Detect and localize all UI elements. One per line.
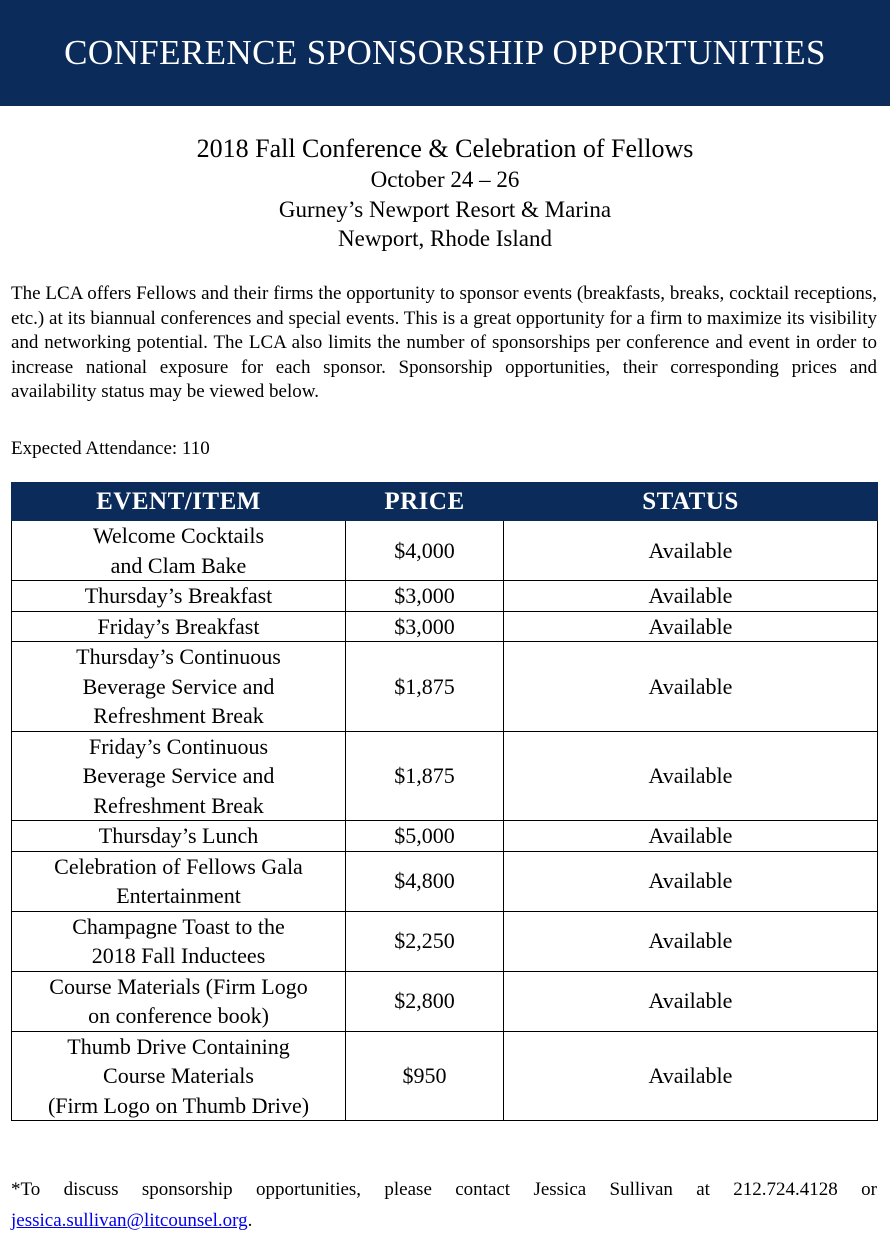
status-cell: Available — [504, 642, 878, 732]
price-cell: $2,800 — [346, 971, 504, 1031]
table-row — [12, 581, 878, 612]
column-header-price: PRICE — [346, 483, 504, 521]
price-cell: $4,000 — [346, 521, 504, 581]
header-banner — [0, 0, 890, 106]
status-cell: Available — [504, 851, 878, 911]
sponsorship-table — [11, 482, 878, 1121]
event-item-line: and Clam Bake — [110, 552, 247, 578]
event-item-line: Beverage Service and — [82, 673, 275, 699]
event-item-cell — [12, 821, 346, 852]
status-cell: Available — [504, 731, 878, 821]
event-item-line: Course Materials — [103, 1063, 254, 1088]
event-item-line: on conference book) — [88, 1003, 269, 1028]
price-cell: $950 — [346, 1031, 504, 1121]
table-header-row — [12, 483, 878, 521]
price-cell: $3,000 — [346, 611, 504, 642]
price-cell: $1,875 — [346, 642, 504, 732]
event-item-cell — [12, 911, 346, 971]
contact-email-link[interactable]: jessica.sullivan@litcounsel.org — [11, 1210, 248, 1231]
event-item-line: Welcome Cocktails — [92, 523, 265, 548]
table-row — [12, 821, 878, 852]
event-item-line: Thumb Drive Containing — [67, 1033, 290, 1059]
event-item-cell — [12, 521, 346, 581]
table-body — [12, 521, 878, 1121]
status-cell: Available — [504, 581, 878, 612]
table-row — [12, 521, 878, 581]
status-cell: Available — [504, 1031, 878, 1121]
column-header-status: STATUS — [504, 483, 878, 521]
event-item-line: Champagne Toast to the — [72, 913, 285, 939]
status-cell: Available — [504, 821, 878, 852]
page-title: CONFERENCE SPONSORSHIP OPPORTUNITIES — [64, 33, 826, 72]
price-cell: $2,250 — [346, 911, 504, 971]
intro-paragraph: The LCA offers Fellows and their firms the opportunity to sponsor events (breakfasts, breaks, cocktail receptions, etc.) at its biannual conferences and special events. This is a great opportunity for a firm to maximize its visibility and networking potential. The LCA also limits the number of sponsorships per conference and event in order to increase national exposure for each sponsor. Sponsorship opportunities, their corresponding prices and availability status may be viewed below. — [11, 283, 877, 402]
event-item-cell — [12, 971, 346, 1031]
contact-note — [11, 1174, 877, 1236]
table-row — [12, 731, 878, 821]
event-item-line: Celebration of Fellows Gala — [54, 853, 303, 879]
event-item-cell — [12, 731, 346, 821]
event-item-line: Refreshment Break — [93, 703, 264, 728]
event-item-line: Entertainment — [116, 883, 241, 908]
status-cell: Available — [504, 971, 878, 1031]
table-row — [12, 611, 878, 642]
event-item-line: Refreshment Break — [93, 792, 264, 818]
event-item-line: Friday’s Breakfast — [97, 613, 260, 639]
price-cell: $3,000 — [346, 581, 504, 612]
event-item-cell — [12, 1031, 346, 1121]
event-item-line: Friday’s Continuous — [88, 733, 269, 759]
price-cell: $1,875 — [346, 731, 504, 821]
status-cell: Available — [504, 911, 878, 971]
event-item-line: Thursday’s Breakfast — [84, 583, 273, 608]
contact-text: *To discuss sponsorship opportunities, please contact Jessica Sullivan at 212.724.4128 or — [11, 1179, 877, 1200]
status-cell: Available — [504, 611, 878, 642]
event-item-line: 2018 Fall Inductees — [91, 943, 266, 968]
price-cell: $4,800 — [346, 851, 504, 911]
table-row — [12, 642, 878, 732]
event-title: 2018 Fall Conference & Celebration of Fellows — [196, 134, 694, 163]
table-row — [12, 1031, 878, 1121]
event-item-line: (Firm Logo on Thumb Drive) — [47, 1092, 310, 1118]
event-item-cell — [12, 611, 346, 642]
column-header-event: EVENT/ITEM — [12, 483, 346, 521]
event-info — [0, 133, 890, 254]
event-item-line: Course Materials (Firm Logo — [49, 973, 308, 999]
table-row — [12, 971, 878, 1031]
event-venue: Gurney’s Newport Resort & Marina — [278, 196, 612, 222]
event-location: Newport, Rhode Island — [338, 226, 552, 251]
event-dates: October 24 – 26 — [370, 167, 520, 192]
event-item-cell — [12, 642, 346, 732]
status-cell: Available — [504, 521, 878, 581]
event-item-line: Thursday’s Lunch — [98, 823, 259, 848]
expected-attendance: Expected Attendance: 110 — [11, 438, 210, 459]
contact-end-punctuation: . — [247, 1210, 253, 1231]
table-row — [12, 911, 878, 971]
event-item-cell — [12, 851, 346, 911]
event-item-line: Thursday’s Continuous — [76, 644, 281, 669]
event-item-line: Beverage Service and — [82, 763, 275, 788]
event-item-cell — [12, 581, 346, 612]
table-row — [12, 851, 878, 911]
price-cell: $5,000 — [346, 821, 504, 852]
